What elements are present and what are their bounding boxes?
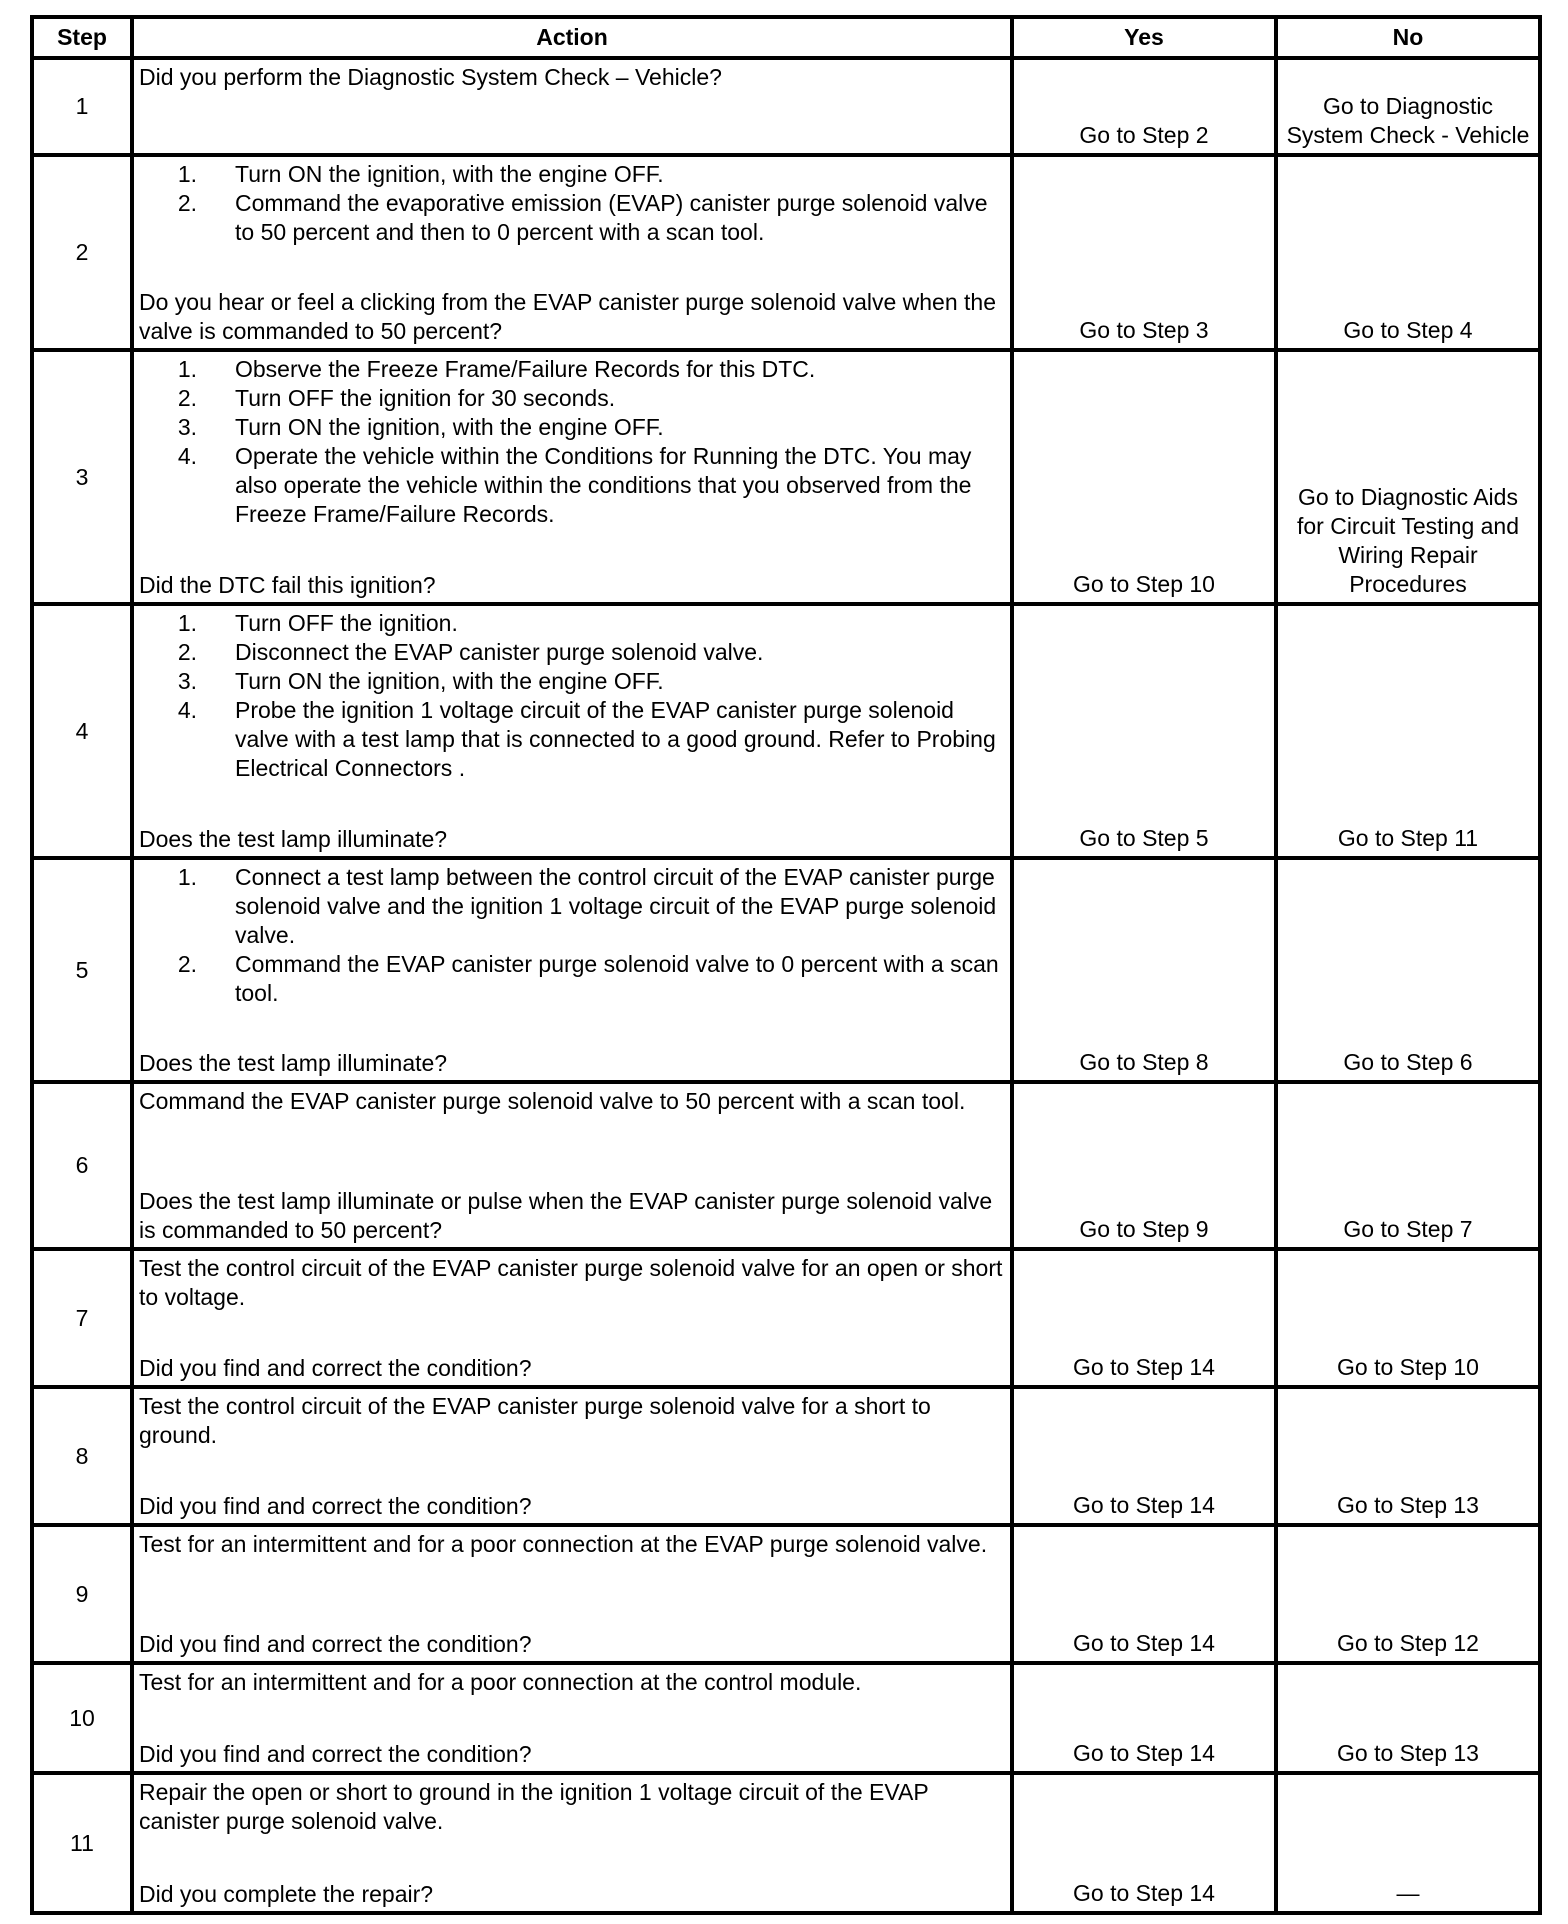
no-outcome: Go to Step 7 xyxy=(1276,1082,1540,1249)
action-content xyxy=(139,609,1004,854)
action-step-item xyxy=(139,863,1004,950)
action-content xyxy=(139,355,1004,600)
action-intro: Test the control circuit of the EVAP canister purge solenoid valve for an open or short to voltage. xyxy=(139,1255,1003,1310)
action-cell xyxy=(132,1082,1012,1249)
action-step-item xyxy=(139,355,1004,384)
action-step-number: 1. xyxy=(177,610,197,636)
step-number: 1 xyxy=(32,58,132,155)
header-yes: Yes xyxy=(1012,17,1276,58)
action-step-item xyxy=(139,667,1004,696)
yes-outcome: Go to Step 14 xyxy=(1012,1249,1276,1387)
action-step-number: 4. xyxy=(177,697,197,723)
action-question: Does the test lamp illuminate? xyxy=(139,826,448,852)
action-cell xyxy=(132,858,1012,1082)
action-content xyxy=(139,1778,1004,1909)
yes-outcome: Go to Step 14 xyxy=(1012,1525,1276,1663)
no-outcome: Go to Step 11 xyxy=(1276,604,1540,858)
action-question: Did the DTC fail this ignition? xyxy=(139,572,436,598)
action-intro: Command the EVAP canister purge solenoid valve to 50 percent with a scan tool. xyxy=(139,1088,966,1114)
no-outcome: Go to Step 6 xyxy=(1276,858,1540,1082)
step-number: 5 xyxy=(32,858,132,1082)
yes-outcome: Go to Step 3 xyxy=(1012,155,1276,350)
action-instructions xyxy=(139,1778,1004,1836)
no-outcome: Go to Step 13 xyxy=(1276,1387,1540,1525)
action-step-number: 1. xyxy=(177,864,197,890)
action-content xyxy=(139,1087,1004,1245)
action-content xyxy=(139,1668,1004,1769)
action-instructions xyxy=(139,160,1004,247)
action-instructions xyxy=(139,1530,1004,1559)
action-instructions xyxy=(139,609,1004,783)
action-step-item xyxy=(139,950,1004,1008)
action-step-text: Disconnect the EVAP canister purge solenoid valve. xyxy=(235,639,764,665)
yes-outcome: Go to Step 2 xyxy=(1012,58,1276,155)
action-question: Does the test lamp illuminate? xyxy=(139,1050,448,1076)
action-instructions xyxy=(139,863,1004,1008)
yes-outcome: Go to Step 5 xyxy=(1012,604,1276,858)
action-step-number: 1. xyxy=(177,356,197,382)
action-question: Did you find and correct the condition? xyxy=(139,1493,532,1519)
action-step-text: Turn OFF the ignition. xyxy=(235,610,458,636)
action-step-item xyxy=(139,160,1004,189)
step-number: 11 xyxy=(32,1773,132,1913)
step-number: 6 xyxy=(32,1082,132,1249)
step-number: 2 xyxy=(32,155,132,350)
yes-outcome: Go to Step 10 xyxy=(1012,350,1276,604)
action-cell xyxy=(132,155,1012,350)
yes-outcome: Go to Step 14 xyxy=(1012,1773,1276,1913)
no-outcome: Go to Step 4 xyxy=(1276,155,1540,350)
action-step-list xyxy=(139,609,1004,783)
no-outcome: Go to Diagnostic System Check - Vehicle xyxy=(1276,58,1540,155)
action-step-number: 2. xyxy=(177,385,197,411)
action-intro: Test for an intermittent and for a poor connection at the EVAP purge solenoid valve. xyxy=(139,1531,988,1557)
action-step-text: Turn ON the ignition, with the engine OFF. xyxy=(235,668,664,694)
step-number: 7 xyxy=(32,1249,132,1387)
action-step-text: Command the EVAP canister purge solenoid valve to 0 percent with a scan tool. xyxy=(235,951,999,1006)
action-step-text: Probe the ignition 1 voltage circuit of the EVAP canister purge solenoid valve with a test lamp that is connected to a good ground. Refer to Probing Electrical Connectors . xyxy=(235,697,996,781)
step-number: 4 xyxy=(32,604,132,858)
action-step-text: Turn ON the ignition, with the engine OFF. xyxy=(235,161,664,187)
header-action: Action xyxy=(132,17,1012,58)
action-step-text: Observe the Freeze Frame/Failure Records for this DTC. xyxy=(235,356,816,382)
action-cell xyxy=(132,1663,1012,1773)
action-question: Did you find and correct the condition? xyxy=(139,1741,532,1767)
action-step-item xyxy=(139,609,1004,638)
action-step-number: 3. xyxy=(177,414,197,440)
action-instructions xyxy=(139,1392,1004,1450)
action-step-number: 2. xyxy=(177,951,197,977)
action-question: Did you complete the repair? xyxy=(139,1881,434,1907)
action-content xyxy=(139,1392,1004,1521)
action-step-item xyxy=(139,413,1004,442)
header-no: No xyxy=(1276,17,1540,58)
action-step-text: Connect a test lamp between the control circuit of the EVAP canister purge solenoid valve and the ignition 1 voltage circuit of the EVAP purge solenoid valve. xyxy=(235,864,997,948)
table-row xyxy=(32,350,1540,604)
action-step-text: Command the evaporative emission (EVAP) canister purge solenoid valve to 50 percent and then to 0 percent with a scan tool. xyxy=(235,190,988,245)
action-question: Did you find and correct the condition? xyxy=(139,1355,532,1381)
action-intro: Did you perform the Diagnostic System Check – Vehicle? xyxy=(139,64,722,90)
action-step-item xyxy=(139,442,1004,529)
step-number: 3 xyxy=(32,350,132,604)
table-row xyxy=(32,1249,1540,1387)
header-row xyxy=(32,17,1540,58)
no-outcome: — xyxy=(1276,1773,1540,1913)
header-step: Step xyxy=(32,17,132,58)
table-row xyxy=(32,1387,1540,1525)
table-row xyxy=(32,1525,1540,1663)
action-step-list xyxy=(139,355,1004,529)
action-content xyxy=(139,160,1004,346)
action-step-text: Operate the vehicle within the Conditions for Running the DTC. You may also operate the vehicle within the conditions that you observed from the Freeze Frame/Failure Records. xyxy=(235,443,972,527)
table-row xyxy=(32,155,1540,350)
action-step-number: 3. xyxy=(177,668,197,694)
action-step-number: 4. xyxy=(177,443,197,469)
action-cell xyxy=(132,1387,1012,1525)
action-step-text: Turn ON the ignition, with the engine OFF. xyxy=(235,414,664,440)
no-outcome: Go to Step 10 xyxy=(1276,1249,1540,1387)
yes-outcome: Go to Step 9 xyxy=(1012,1082,1276,1249)
yes-outcome: Go to Step 8 xyxy=(1012,858,1276,1082)
action-instructions xyxy=(139,63,1004,92)
yes-outcome: Go to Step 14 xyxy=(1012,1663,1276,1773)
action-step-list xyxy=(139,160,1004,247)
action-intro: Test for an intermittent and for a poor connection at the control module. xyxy=(139,1669,862,1695)
action-question: Does the test lamp illuminate or pulse when the EVAP canister purge solenoid valve is commanded to 50 percent? xyxy=(139,1188,993,1243)
action-content xyxy=(139,63,1004,151)
action-content xyxy=(139,1254,1004,1383)
table-row xyxy=(32,1082,1540,1249)
action-question: Do you hear or feel a clicking from the EVAP canister purge solenoid valve when the valve is commanded to 50 percent? xyxy=(139,289,997,344)
yes-outcome: Go to Step 14 xyxy=(1012,1387,1276,1525)
action-step-number: 2. xyxy=(177,190,197,216)
action-step-item xyxy=(139,696,1004,783)
action-instructions xyxy=(139,1668,1004,1697)
action-step-text: Turn OFF the ignition for 30 seconds. xyxy=(235,385,616,411)
step-number: 10 xyxy=(32,1663,132,1773)
table-row xyxy=(32,604,1540,858)
diagnostic-table xyxy=(30,15,1542,1915)
table-row xyxy=(32,1663,1540,1773)
action-step-number: 2. xyxy=(177,639,197,665)
no-outcome: Go to Step 13 xyxy=(1276,1663,1540,1773)
no-outcome: Go to Diagnostic Aids for Circuit Testing and Wiring Repair Procedures xyxy=(1276,350,1540,604)
table-row xyxy=(32,1773,1540,1913)
action-content xyxy=(139,1530,1004,1659)
action-intro: Repair the open or short to ground in the ignition 1 voltage circuit of the EVAP canister purge solenoid valve. xyxy=(139,1779,929,1834)
action-cell xyxy=(132,1249,1012,1387)
action-cell xyxy=(132,58,1012,155)
action-instructions xyxy=(139,355,1004,529)
action-intro: Test the control circuit of the EVAP canister purge solenoid valve for a short to ground. xyxy=(139,1393,931,1448)
table-row xyxy=(32,58,1540,155)
action-step-item xyxy=(139,189,1004,247)
action-cell xyxy=(132,350,1012,604)
action-step-item xyxy=(139,638,1004,667)
action-cell xyxy=(132,1525,1012,1663)
action-step-item xyxy=(139,384,1004,413)
action-instructions xyxy=(139,1087,1004,1116)
step-number: 8 xyxy=(32,1387,132,1525)
no-outcome: Go to Step 12 xyxy=(1276,1525,1540,1663)
action-instructions xyxy=(139,1254,1004,1312)
action-step-number: 1. xyxy=(177,161,197,187)
action-cell xyxy=(132,604,1012,858)
table-row xyxy=(32,858,1540,1082)
action-content xyxy=(139,863,1004,1078)
step-number: 9 xyxy=(32,1525,132,1663)
action-step-list xyxy=(139,863,1004,1008)
action-question: Did you find and correct the condition? xyxy=(139,1631,532,1657)
action-cell xyxy=(132,1773,1012,1913)
